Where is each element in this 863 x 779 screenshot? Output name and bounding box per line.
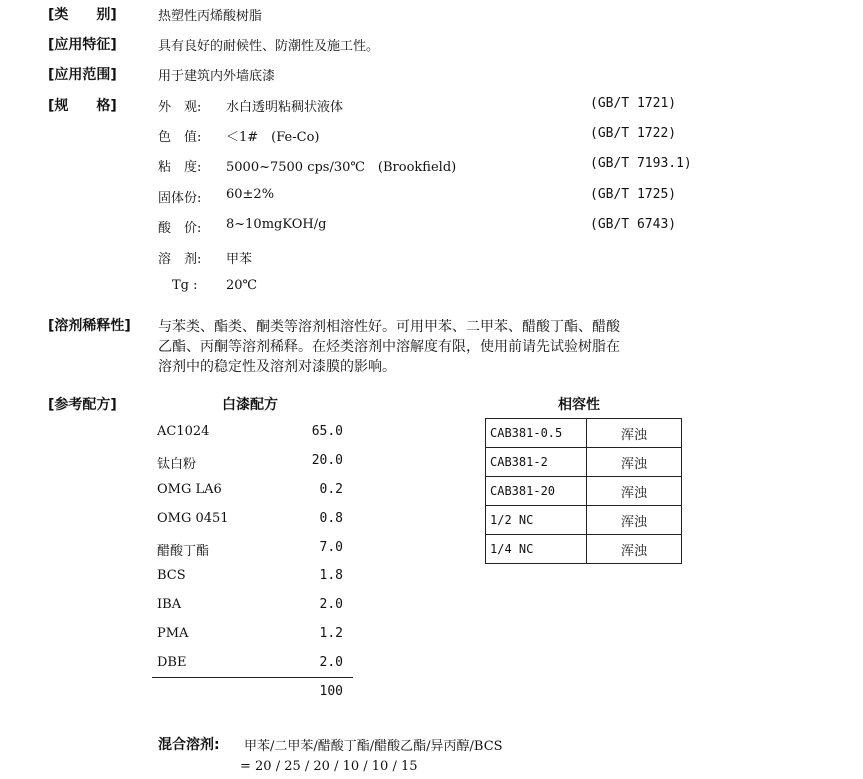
spec-standard: (GB/T 6743)	[590, 217, 677, 232]
formulation-row	[0, 540, 400, 560]
mixed-solvent-ratio: = 20 / 25 / 20 / 10 / 10 / 15	[240, 759, 418, 774]
ingredient-amount: 1.8	[319, 568, 343, 583]
compat-result: 浑浊	[587, 506, 682, 535]
ingredient-name: BCS	[157, 568, 186, 583]
compat-result: 浑浊	[587, 535, 682, 564]
spec-value: 60±2%	[226, 187, 275, 202]
spec-standard: (GB/T 1722)	[590, 126, 677, 141]
formulation-row	[0, 568, 400, 588]
spec-standard: (GB/T 1725)	[590, 187, 677, 202]
spec-row	[0, 156, 863, 178]
label-scope: [应用范围]	[48, 67, 117, 83]
formulation-row	[0, 424, 400, 444]
category-text: 热塑性丙烯酸树脂	[158, 9, 263, 24]
spec-name: 固体份:	[158, 191, 202, 206]
spec-value: 甲苯	[226, 252, 253, 267]
ingredient-amount: 0.2	[319, 482, 343, 497]
compat-material: CAB381-20	[486, 477, 587, 506]
ingredient-amount: 7.0	[319, 540, 343, 555]
compatibility-title: 相容性	[558, 397, 600, 413]
spec-name: 色 值:	[158, 130, 202, 145]
ingredient-name: 醋酸丁酯	[157, 544, 210, 559]
spec-value: 8~10mgKOH/g	[226, 217, 327, 232]
spec-name: 酸 价:	[158, 221, 202, 236]
label-dilution: [溶剂稀释性]	[48, 318, 131, 334]
compat-material: 1/2 NC	[486, 506, 587, 535]
spec-row	[0, 278, 863, 300]
spec-value: 水白透明粘稠状液体	[226, 100, 344, 115]
label-features: [应用特征]	[48, 37, 117, 53]
spec-name: 溶 剂:	[158, 252, 202, 267]
formulation-row	[0, 453, 400, 473]
formulation-row	[0, 626, 400, 646]
spec-name: 外 观:	[158, 100, 202, 115]
ingredient-amount: 0.8	[319, 511, 343, 526]
features-text: 具有良好的耐候性、防潮性及施工性。	[158, 39, 380, 54]
mixed-solvent-components: 甲苯/二甲苯/醋酸丁酯/醋酸乙酯/异丙醇/BCS	[244, 739, 503, 754]
spec-row	[0, 217, 863, 239]
ingredient-name: AC1024	[157, 424, 210, 439]
label-specs: [规 格]	[48, 98, 117, 114]
spec-standard: (GB/T 1721)	[590, 96, 677, 111]
spec-value: 5000~7500 cps/30℃ (Brookfield)	[226, 160, 457, 175]
ingredient-amount: 65.0	[311, 424, 343, 439]
table-row	[486, 477, 682, 506]
compat-material: CAB381-2	[486, 448, 587, 477]
formulation-total: 100	[319, 684, 343, 699]
total-divider	[152, 677, 353, 678]
ingredient-name: IBA	[157, 597, 182, 612]
ingredient-name: OMG LA6	[157, 482, 222, 497]
compat-result: 浑浊	[587, 419, 682, 448]
dilution-line: 与苯类、酯类、酮类等溶剂相溶性好。可用甲苯、二甲苯、醋酸丁酯、醋酸	[158, 319, 620, 335]
spec-value: ＜1# (Fe-Co)	[226, 130, 320, 145]
ingredient-amount: 1.2	[319, 626, 343, 641]
compat-material: 1/4 NC	[486, 535, 587, 564]
table-row	[486, 419, 682, 448]
ingredient-name: DBE	[157, 655, 187, 670]
table-row	[486, 506, 682, 535]
compatibility-table	[485, 418, 682, 564]
formulation-row	[0, 597, 400, 617]
spec-name: 粘 度:	[158, 160, 202, 175]
spec-row	[0, 126, 863, 148]
mixed-solvent-label: 混合溶剂:	[158, 737, 220, 753]
ingredient-amount: 2.0	[319, 597, 343, 612]
compat-result: 浑浊	[587, 477, 682, 506]
spec-row	[0, 248, 863, 270]
ingredient-name: OMG 0451	[157, 511, 229, 526]
ingredient-name: 钛白粉	[157, 457, 197, 472]
label-category: [类 别]	[48, 7, 117, 23]
formulation-row	[0, 511, 400, 531]
formulation-row	[0, 655, 400, 675]
dilution-line: 乙酯、丙酮等溶剂稀释。在烃类溶剂中溶解度有限，使用前请先试验树脂在	[158, 339, 620, 355]
dilution-line: 溶剂中的稳定性及溶剂对漆膜的影响。	[158, 359, 396, 375]
label-reference: [参考配方]	[48, 397, 117, 413]
ingredient-amount: 2.0	[319, 655, 343, 670]
ingredient-name: PMA	[157, 626, 189, 641]
formulation-row	[0, 482, 400, 502]
scope-text: 用于建筑内外墙底漆	[158, 69, 276, 84]
spec-standard: (GB/T 7193.1)	[590, 156, 692, 171]
spec-value: 20℃	[226, 278, 258, 293]
compat-material: CAB381-0.5	[486, 419, 587, 448]
spec-name: Tg :	[172, 278, 198, 293]
ingredient-amount: 20.0	[311, 453, 343, 468]
spec-row	[0, 96, 863, 118]
spec-row	[0, 187, 863, 209]
compat-result: 浑浊	[587, 448, 682, 477]
table-row	[486, 448, 682, 477]
formulation-title: 白漆配方	[222, 397, 278, 413]
table-row	[486, 535, 682, 564]
